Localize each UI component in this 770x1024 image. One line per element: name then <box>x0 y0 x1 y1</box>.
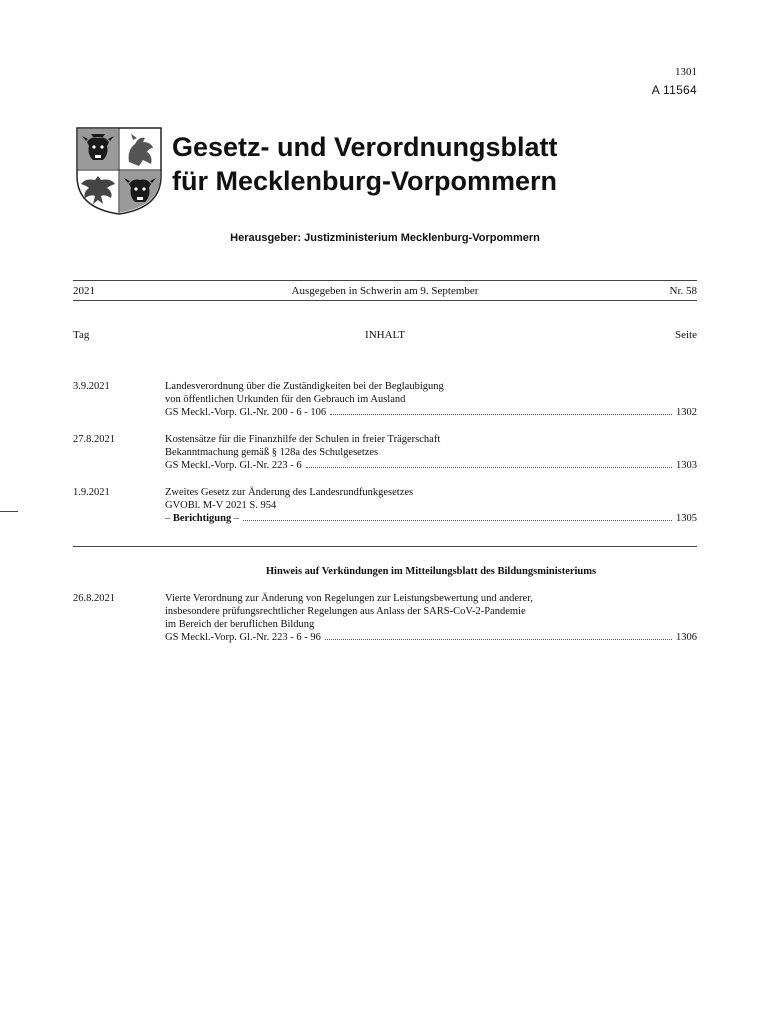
divider <box>73 546 697 547</box>
entry-reference: GS Meckl.-Vorp. Gl.-Nr. 223 - 6 - 96 <box>165 632 321 643</box>
entry-title-line[interactable]: Zweites Gesetz zur Änderung des Landesrundfunkgesetzes <box>165 487 414 498</box>
entry-date: 1.9.2021 <box>73 487 110 498</box>
margin-mark <box>0 511 18 512</box>
entry-page: 1303 <box>676 460 697 471</box>
entry-date: 27.8.2021 <box>73 434 115 445</box>
divider <box>73 280 697 281</box>
title-line-1: Gesetz- und Verordnungsblatt <box>172 132 558 162</box>
issue-place-date: Ausgegeben in Schwerin am 9. September <box>291 285 479 297</box>
entry-title-line: GVOBl. M-V 2021 S. 954 <box>165 500 277 511</box>
entry-title-line[interactable]: Vierte Verordnung zur Änderung von Regelungen zur Leistungsbewertung und anderer, <box>165 593 533 604</box>
correction-label: Berichtigung <box>172 513 232 524</box>
dot-leader <box>325 639 672 640</box>
gazette-title <box>172 130 558 198</box>
notice-title: Hinweis auf Verkündungen im Mitteilungsblatt des Bildungsministeriums <box>265 566 597 577</box>
column-header-page: Seite <box>675 329 697 341</box>
entry-title-line[interactable]: Bekanntmachung gemäß § 128a des Schulgesetzes <box>165 447 379 458</box>
entry-reference <box>165 512 239 525</box>
correction-prefix: – <box>165 513 173 524</box>
entry-title-line[interactable]: Kostensätze für die Finanzhilfe der Schulen in freier Trägerschaft <box>165 434 441 445</box>
issue-number: Nr. 58 <box>669 285 697 297</box>
entry-page: 1302 <box>676 407 697 418</box>
entry-title-line[interactable]: insbesondere prüfungsrechtlicher Regelungen aus Anlass der SARS-CoV-2-Pandemie <box>165 606 526 617</box>
entry-title-line[interactable]: im Bereich der beruflichen Bildung <box>165 619 315 630</box>
dot-leader <box>330 414 672 415</box>
document-code: A 11564 <box>651 83 697 97</box>
entry-title-line[interactable]: Landesverordnung über die Zuständigkeiten bei der Beglaubigung <box>165 381 444 392</box>
entry-reference: GS Meckl.-Vorp. Gl.-Nr. 200 - 6 - 106 <box>165 407 327 418</box>
title-line-2: für Mecklenburg-Vorpommern <box>172 166 558 196</box>
correction-suffix: – <box>231 513 240 524</box>
entry-title-line[interactable]: von öffentlichen Urkunden für den Gebrauch im Ausland <box>165 394 406 405</box>
column-header-day: Tag <box>73 329 90 341</box>
entry-page: 1305 <box>676 513 697 524</box>
entry-page: 1306 <box>676 632 697 643</box>
contents-title: INHALT <box>365 329 405 341</box>
divider <box>73 300 697 301</box>
page-number: 1301 <box>675 66 697 78</box>
entry-date: 26.8.2021 <box>73 593 115 604</box>
dot-leader <box>243 520 672 521</box>
dot-leader <box>306 467 672 468</box>
coat-of-arms-icon <box>73 124 165 216</box>
issue-year: 2021 <box>73 285 95 297</box>
publisher: Herausgeber: Justizministerium Mecklenburg-Vorpommern <box>230 232 540 244</box>
entry-date: 3.9.2021 <box>73 381 110 392</box>
entry-reference: GS Meckl.-Vorp. Gl.-Nr. 223 - 6 <box>165 460 302 471</box>
